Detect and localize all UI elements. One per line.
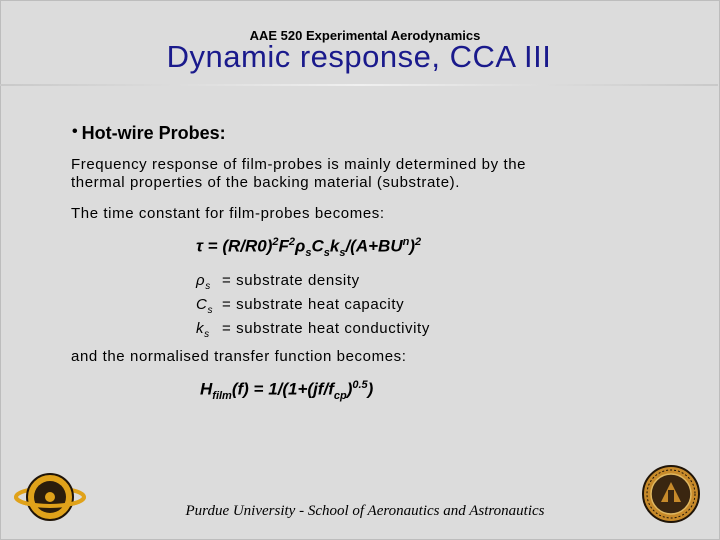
formula-exp: 2 [288, 236, 296, 248]
page-title: Dynamic response, CCA III [166, 39, 552, 74]
symbol-char: C [196, 296, 208, 313]
formula-sub: film [212, 390, 232, 403]
bullet-heading [72, 123, 226, 144]
formula-part: H [200, 379, 213, 399]
formula-part: ) [367, 379, 374, 399]
footer-text: Purdue University - School of Aeronautics and Astronautics [185, 503, 545, 519]
symbol-char: k [196, 320, 205, 337]
paragraph-line: Frequency response of film-probes is mainly determined by the [71, 156, 527, 173]
formula-exp: 0.5 [352, 379, 368, 391]
time-constant-formula [196, 236, 421, 259]
formula-part: /(A+BU [345, 236, 403, 256]
symbol-row [196, 296, 430, 320]
symbol-desc: = substrate density [222, 272, 360, 289]
symbol-desc: = substrate heat capacity [222, 296, 405, 313]
symbol [196, 320, 222, 344]
symbol-sub: s [207, 305, 214, 316]
formula-exp: 2 [415, 236, 422, 248]
formula-exp: 2 [272, 236, 279, 248]
formula-part: ) [346, 379, 353, 399]
symbol-definitions [196, 272, 430, 344]
formula-rho: ρ [295, 236, 306, 256]
symbol-char: ρ [196, 272, 206, 289]
symbol-desc: = substrate heat conductivity [222, 320, 430, 337]
formula-sub: s [305, 247, 312, 260]
formula-part: k [329, 236, 340, 256]
symbol-row [196, 320, 430, 344]
bullet-icon: • [72, 123, 78, 140]
paragraph-frequency-response [71, 156, 526, 192]
formula-sub: s [339, 247, 346, 260]
formula-sub: s [323, 247, 330, 260]
paragraph-time-constant: The time constant for film-probes becomes: [71, 205, 385, 222]
formula-part: = (R/R0) [202, 236, 273, 256]
paragraph-transfer-function: and the normalised transfer function becomes: [71, 348, 407, 365]
formula-tau: τ [196, 236, 203, 256]
transfer-function-formula [200, 379, 373, 402]
formula-part: C [311, 236, 324, 256]
bullet-text: Hot-wire Probes: [81, 123, 226, 143]
symbol [196, 272, 222, 296]
formula-part: (f) = 1/(1+(jf/f [231, 379, 334, 399]
symbol [196, 296, 222, 320]
formula-sub: cp [333, 390, 347, 403]
formula-part: F [278, 236, 289, 256]
paragraph-line: thermal properties of the backing material (substrate). [71, 174, 460, 191]
symbol-row [196, 272, 430, 296]
title-divider [0, 84, 718, 86]
course-label: AAE 520 Experimental Aerodynamics [249, 28, 481, 43]
formula-part: ) [409, 236, 416, 256]
symbol-sub: s [204, 329, 210, 340]
formula-exp: n [402, 236, 410, 248]
symbol-sub: s [205, 281, 211, 292]
